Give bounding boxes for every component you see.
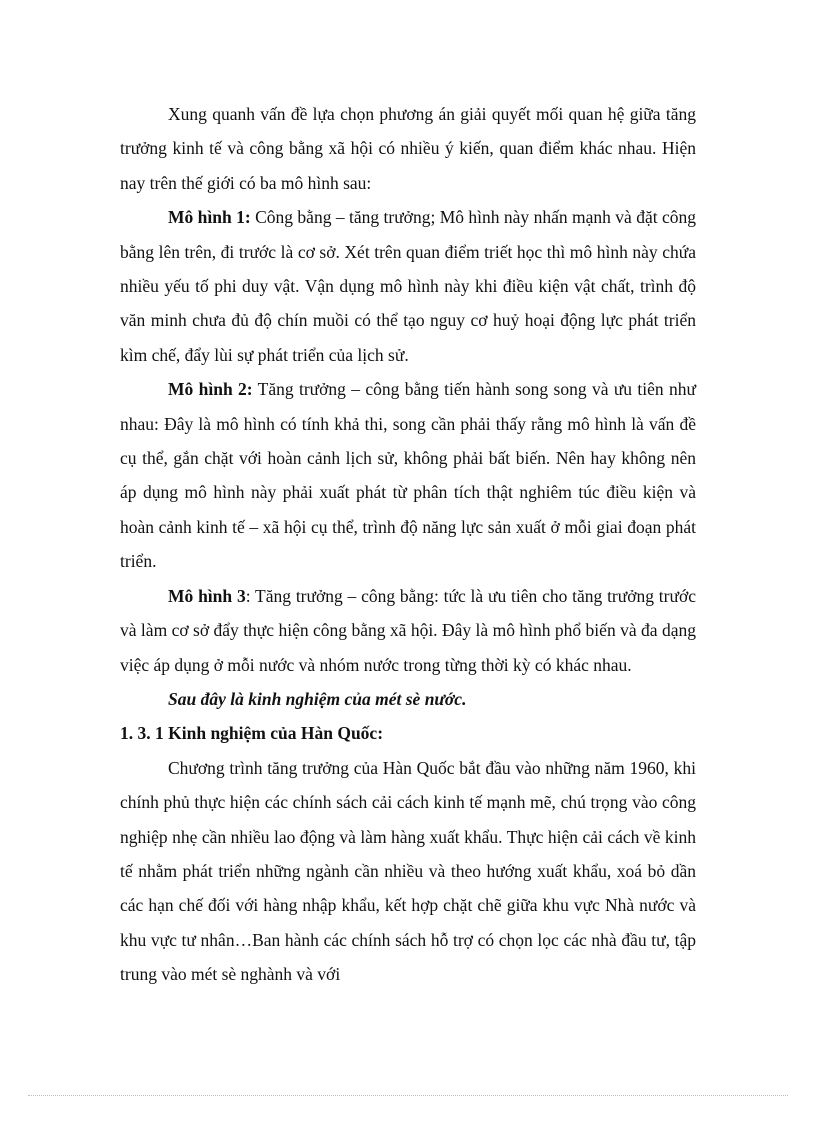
model-2-label: Mô hình 2: bbox=[168, 379, 253, 400]
experience-intro: Sau đây là kinh nghiệm của mét sè nước. bbox=[168, 688, 467, 709]
model-1-text: Công bằng – tăng trưởng; Mô hình này nhấn mạnh và đặt công bằng lên trên, đi trước là cơ sở. Xét trên quan điểm triết học thì mô hình này chứa nhiều yếu tố phi duy vật. Vận dụng mô hình này khi điều kiện vật chất, trình độ văn minh chưa đủ độ chín muồi có thể tạo nguy cơ huỷ hoại động lực phát triển kìm chế, đẩy lùi sự phát triển của lịch sử. bbox=[120, 207, 696, 365]
model-2-text: Tăng trưởng – công bằng tiến hành song song và ưu tiên như nhau: Đây là mô hình có tính khả thi, song cần phải thấy rằng mô hình là vấn đề cụ thể, gắn chặt với hoàn cảnh lịch sử, không phải bất biến. Nên hay không nên áp dụng mô hình này phải xuất phát từ phân tích thật nghiêm túc điều kiện và hoàn cảnh kinh tế – xã hội cụ thể, trình độ năng lực sản xuất ở mỗi giai đoạn phát triển. bbox=[120, 379, 696, 572]
document-body bbox=[120, 97, 696, 992]
section-heading: 1. 3. 1 Kinh nghiệm của Hàn Quốc: bbox=[120, 723, 384, 744]
korea-paragraph: Chương trình tăng trưởng của Hàn Quốc bắt đầu vào những năm 1960, khi chính phủ thực hiện các chính sách cải cách kinh tế mạnh mẽ, chú trọng vào công nghiệp nhẹ cần nhiều lao động và làm hàng xuất khẩu. Thực hiện cải cách về kinh tế nhằm phát triển những ngành cần nhiều và theo hướng xuất khẩu, xoá bỏ dần các hạn chế đối với hàng nhập khẩu, kết hợp chặt chẽ giữa khu vực Nhà nước và khu vực tư nhân…Ban hành các chính sách hỗ trợ có chọn lọc các nhà đầu tư, tập trung vào mét sè nghành và với bbox=[120, 757, 696, 985]
model-1-label: Mô hình 1: bbox=[168, 207, 251, 228]
model-3-label: Mô hình 3 bbox=[168, 585, 246, 606]
model-1-paragraph bbox=[120, 200, 696, 372]
footer-divider bbox=[28, 1095, 788, 1096]
model-2-paragraph bbox=[120, 372, 696, 578]
model-3-paragraph bbox=[120, 579, 696, 682]
intro-paragraph: Xung quanh vấn đề lựa chọn phương án giải quyết mối quan hệ giữa tăng trưởng kinh tế và công bằng xã hội có nhiều ý kiến, quan điểm khác nhau. Hiện nay trên thế giới có ba mô hình sau: bbox=[120, 104, 696, 193]
model-3-text: : Tăng trưởng – công bằng: tức là ưu tiên cho tăng trưởng trước và làm cơ sở đẩy thực hiện công bằng xã hội. Đây là mô hình phổ biến và đa dạng việc áp dụng ở mỗi nước và nhóm nước trong từng thời kỳ có khác nhau. bbox=[120, 585, 697, 675]
